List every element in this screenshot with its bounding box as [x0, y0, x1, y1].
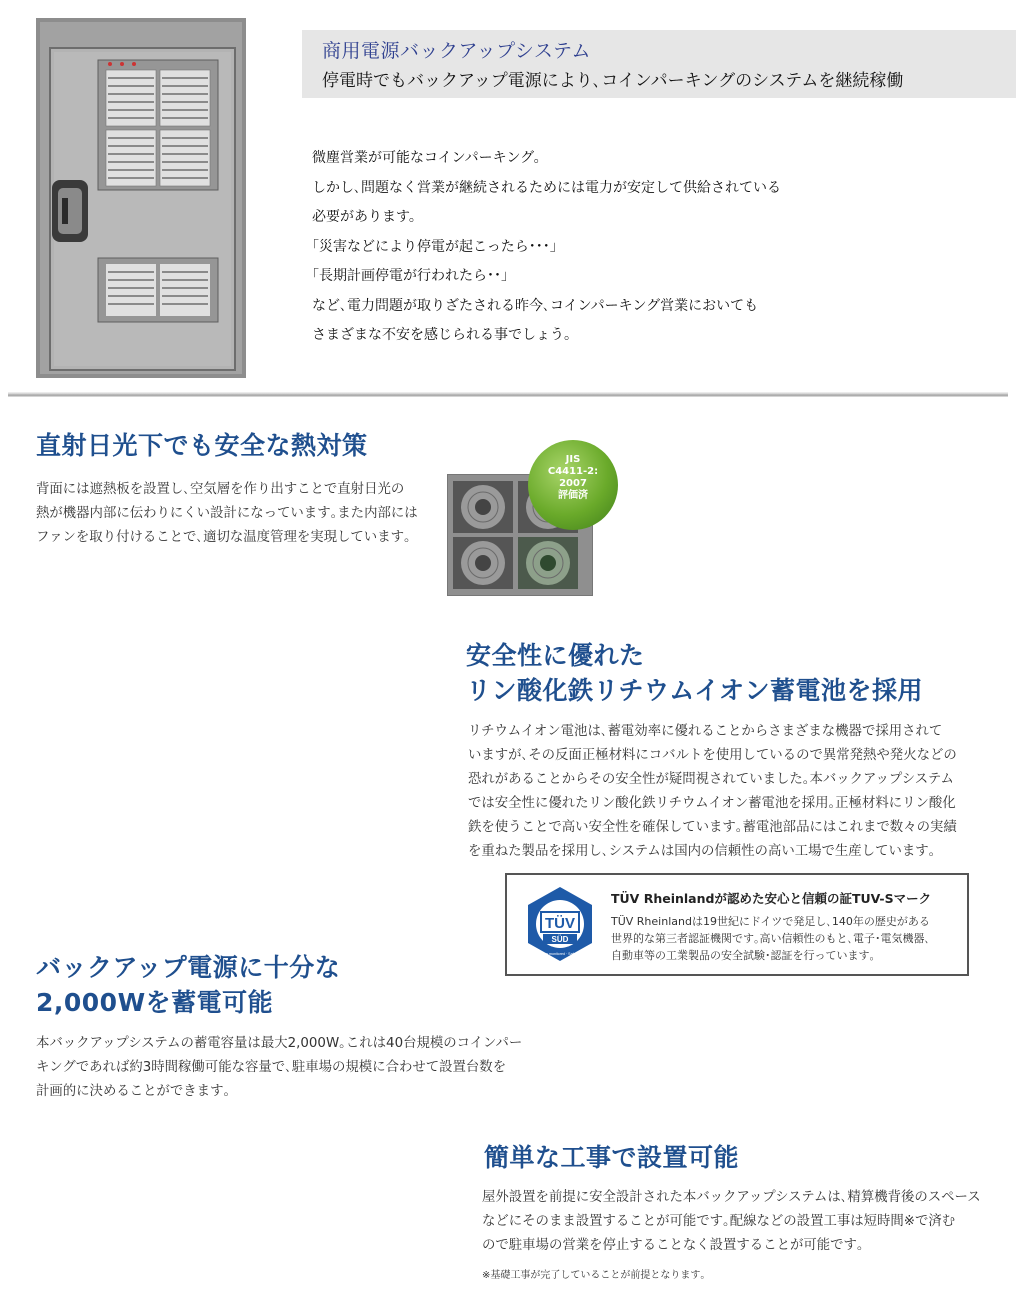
intro-line: ｢災害などにより停電が起こったら･･･｣	[312, 238, 557, 255]
tuv-logo-main: TÜV	[545, 915, 575, 932]
jis-badge	[528, 440, 618, 530]
battery-heading-line: 安全性に優れた	[466, 641, 645, 670]
tuv-certification-box	[505, 873, 969, 976]
install-line: ので駐車場の営業を停止することなく設置することが可能です｡	[482, 1238, 864, 1253]
intro-line: さまざまな不安を感じられる事でしょう。	[312, 327, 578, 343]
jis-badge-line: 2007	[559, 478, 587, 489]
header-banner	[302, 30, 1016, 98]
capacity-line: キングであれば約3時間稼働可能な容量で､駐車場の規模に合わせて設置台数を	[36, 1060, 507, 1075]
battery-line: 恐れがあることからその安全性が疑問視されていました｡本バックアップシステム	[468, 772, 954, 787]
tuv-line: 世界的な第三者認証機関です｡高い信頼性のもと､電子･電気機器､	[611, 932, 930, 945]
install-heading: 簡単な工事で設置可能	[484, 1143, 740, 1172]
intro-line: ｢長期計画停電が行われたら･･｣	[312, 268, 508, 284]
heat-line: 熱が機器内部に伝わりにくい設計になっています｡また内部には	[36, 506, 418, 521]
tuv-line: TÜV Rheinlandは19世紀にドイツで発足し､140年の歴史がある	[611, 915, 930, 928]
capacity-body	[36, 1032, 522, 1104]
jis-badge-line: JIS	[565, 454, 581, 465]
battery-heading-line: リン酸化鉄リチウムイオン蓄電池を採用	[466, 676, 924, 705]
capacity-heading	[36, 950, 340, 1020]
battery-line: を重ねた製品を採用し､システムは国内の信頼性の高い工場で生産しています｡	[468, 844, 936, 859]
battery-line: 鉄を使うことで高い安全性を確保しています｡蓄電池部品にはこれまで数々の実績	[468, 820, 957, 835]
install-line: などにそのまま設置することが可能です｡配線などの設置工事は短時間※で済む	[482, 1214, 956, 1229]
install-line: 屋外設置を前提に安全設計された本バックアップシステムは､精算機背後のスペース	[482, 1190, 981, 1205]
heat-line: 背面には遮熱板を設置し､空気層を作り出すことで直射日光の	[36, 482, 405, 497]
battery-body	[468, 720, 957, 864]
heat-heading: 直射日光下でも安全な熱対策	[36, 431, 368, 460]
page-title: 商用電源バックアップシステム	[322, 40, 592, 62]
backup-cabinet-image	[36, 18, 246, 378]
capacity-heading-line: バックアップ電源に十分な	[36, 953, 341, 982]
install-footnote: ※基礎工事が完了していることが前提となります｡	[482, 1270, 706, 1281]
install-body	[482, 1186, 981, 1258]
heat-body	[36, 478, 418, 550]
battery-line: リチウムイオン電池は､蓄電効率に優れることからさまざまな機器で採用されて	[468, 724, 943, 739]
tuv-description	[611, 913, 930, 964]
tuv-logo-icon	[521, 885, 599, 963]
page-subtitle: 停電時でもバックアップ電源により､コインパーキングのシステムを継続稼働	[322, 71, 904, 91]
intro-line: など､電力問題が取りざたされる昨今､コインパーキング営業においても	[312, 297, 759, 314]
tuv-line: 自動車等の工業製品の安全試験･認証を行っています｡	[611, 949, 875, 962]
intro-line: 必要があります。	[312, 209, 423, 225]
tuv-logo-sub: SÜD	[551, 935, 569, 944]
intro-text	[312, 144, 872, 351]
tuv-title: TÜV Rheinlandが認めた安心と信頼の証TUV-Sマーク	[611, 891, 932, 906]
jis-badge-line: C4411-2:	[547, 466, 599, 477]
tuv-logo-ring: Production monitored · Safety tested	[530, 952, 590, 956]
battery-line: いますが､その反面正極材料にコバルトを使用しているので異常発熱や発火などの	[468, 748, 957, 763]
capacity-line: 計画的に決めることができます｡	[36, 1084, 231, 1099]
section-divider	[8, 392, 1008, 397]
jis-badge-line: 評価済	[558, 490, 588, 501]
capacity-line: 本バックアップシステムの蓄電容量は最大2,000W｡これは40台規模のコインパー	[36, 1036, 523, 1051]
heat-line: ファンを取り付けることで､適切な温度管理を実現しています｡	[36, 530, 411, 545]
battery-heading	[466, 638, 923, 708]
battery-line: では安全性に優れたリン酸化鉄リチウムイオン蓄電池を採用｡正極材料にリン酸化	[468, 796, 956, 811]
intro-line: しかし､問題なく営業が継続されるためには電力が安定して供給されている	[312, 179, 781, 196]
intro-line: 微塵営業が可能なコインパーキング。	[312, 150, 548, 166]
capacity-heading-line: 2,000Wを蓄電可能	[36, 988, 274, 1017]
